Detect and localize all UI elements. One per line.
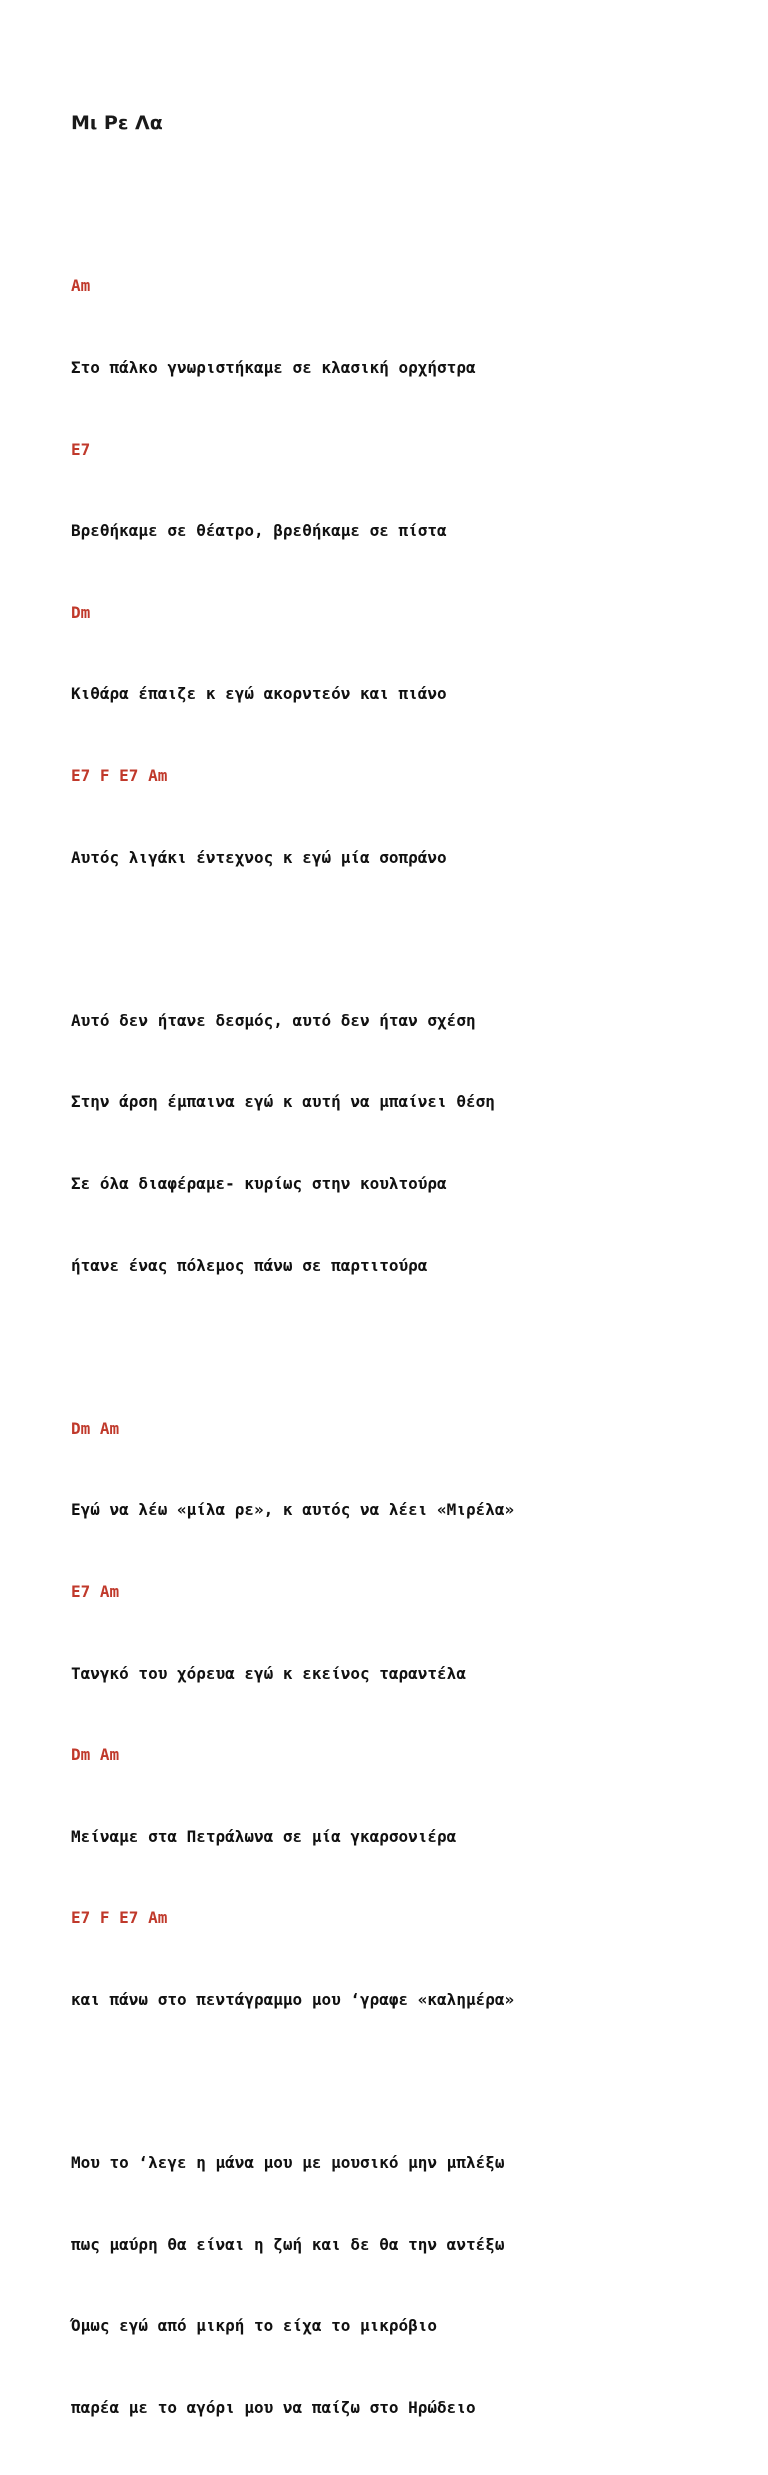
lyric-line: Κιθάρα έπαιζε κ εγώ ακορντεόν και πιάνο bbox=[71, 684, 447, 704]
chord-line: Dm bbox=[71, 602, 91, 622]
lyric-line: Μείναμε στα Πετράλωνα σε μία γκαρσονιέρα bbox=[71, 1826, 457, 1846]
lyric-line: Στην άρση έμπαινα εγώ κ αυτή να μπαίνει θέση bbox=[71, 1092, 495, 1112]
song-title: Μι Ρε Λα bbox=[71, 112, 163, 134]
lyric-line: Μου το ‘λεγε η μάνα μου με μουσικό μην μπλέξω bbox=[71, 2153, 505, 2173]
lyric-line: Σε όλα διαφέραμε- κυρίως στην κουλτούρα bbox=[71, 1173, 447, 1193]
lyric-line: Βρεθήκαμε σε θέατρο, βρεθήκαμε σε πίστα bbox=[71, 521, 447, 541]
lyric-line: παρέα με το αγόρι μου να παίζω στο Ηρώδειο bbox=[71, 2397, 476, 2417]
chord-line: E7 F E7 Am bbox=[71, 765, 168, 785]
chord-line: Dm Am bbox=[71, 1745, 120, 1765]
lyric-line: Στο πάλκο γνωριστήκαμε σε κλασική ορχήστρα bbox=[71, 358, 476, 377]
lyric-line: Όμως εγώ από μικρή το είχα το μικρόβιο bbox=[71, 2316, 438, 2336]
chord-line: E7 bbox=[71, 439, 91, 459]
lyric-line: Αυτός λιγάκι έντεχνος κ εγώ μία σοπράνο bbox=[71, 847, 447, 867]
lyric-line: Τανγκό του χόρευα εγώ κ εκείνος ταραντέλα bbox=[71, 1663, 466, 1683]
stanza-break bbox=[71, 2067, 751, 2094]
lyric-line: και πάνω στο πεντάγραμμο μου ‘γραφε «καλημέρα» bbox=[71, 1989, 515, 2009]
song-body bbox=[71, 218, 751, 2475]
chord-line: Dm Am bbox=[71, 1418, 120, 1438]
chord-line: E7 F E7 Am bbox=[71, 1908, 168, 1928]
stanza-break bbox=[71, 925, 751, 952]
lyric-line: πως μαύρη θα είναι η ζωή και δε θα την αντέξω bbox=[71, 2234, 505, 2254]
lyric-line: Αυτό δεν ήτανε δεσμός, αυτό δεν ήταν σχέση bbox=[71, 1010, 476, 1030]
chord-line: Am bbox=[71, 276, 91, 296]
chord-line: E7 Am bbox=[71, 1581, 120, 1601]
lyric-line: Εγώ να λέω «μίλα ρε», κ αυτός να λέει «Μιρέλα» bbox=[71, 1500, 515, 1520]
stanza-break bbox=[71, 1333, 751, 1360]
lyric-line: ήτανε ένας πόλεμος πάνω σε παρτιτούρα bbox=[71, 1255, 428, 1275]
